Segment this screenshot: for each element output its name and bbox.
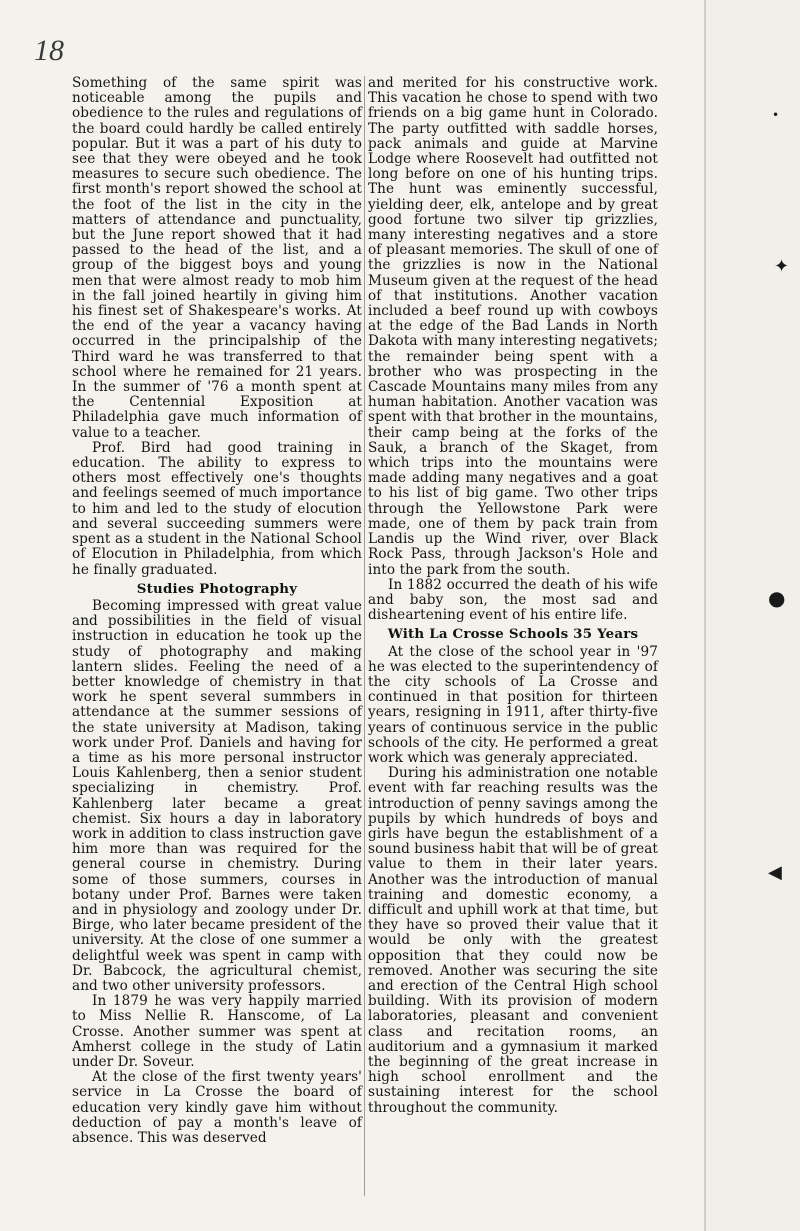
paragraph: In 1882 occurred the death of his wife and baby son, the most sad and disheartening event of his entire life. xyxy=(368,576,658,624)
paragraph: At the close of the school year in '97 he was elected to the superintendency of the city schools of La Crosse and continued in that position for thirteen years, resigning in 1911, after thirty-five years of continuous service in the public schools of the city. He performed a great work which was generaly appreciated. xyxy=(368,643,658,766)
margin-blot-icon: ● xyxy=(768,586,786,610)
page-number: 18 xyxy=(34,34,64,67)
right-margin xyxy=(706,0,800,1231)
left-column xyxy=(72,76,362,1146)
paragraph: and merited for his constructive work. This vacation he chose to spend with two friends on a big game hunt in Colorado. The party outfitted with saddle horses, pack animals and guide at Marvine Lodge where Roosevelt had outfitted not long before on one of his hunting trips. The hunt was eminently successful, yielding deer, elk, antelope and by great good fortune two silver tip grizzlies, many interesting negatives and a store of pleasant memories. The skull of one of the grizzlies is now in the National Museum given at the request of the head of that institutions. Another vacation included a beef round up with cowboys at the edge of the Bad Lands in North Dakota with many interesting negativets; the remainder being spent with a brother who was prospecting in the Cascade Mountains many miles from any human habitation. Another vacation was spent with that brother in the mountains, their camp being at the forks of the Sauk, a branch of the Skaget, from which trips into the mountains were made adding many negatives and a goat to his list of big game. Two other trips through the Yellowstone Park were made, one of them by pack train from Landis up the Wind river, over Black Rock Pass, through Jackson's Hole and into the park from the south. xyxy=(368,75,659,578)
page-edge xyxy=(704,0,706,1231)
margin-dot-icon: • xyxy=(772,108,780,122)
paragraph: Prof. Bird had good training in education. The ability to express to others most effectively one's thoughts and feelings seemed of much importance to him and led to the study of elocution and several succeeding summers were spent as a student in the National School of Elocution in Philadelphia, from which he finally graduated. xyxy=(72,439,362,578)
section-heading: With La Crosse Schools 35 Years xyxy=(387,626,639,643)
paragraph: Becoming impressed with great value and possibilities in the field of visual instruction in education he took up the study of photography and making lantern slides. Feeling the need of a better knowledge of chemistry in that work he spent several summbers in attendance at the summer sessions of the state university at Madison, taking work under Prof. Daniels and having for a time as his more personal instructor Louis Kahlenberg, then a senior student specializing in chemistry. Prof. Kahlenberg later became a great chemist. Six hours a day in laboratory work in addition to class instruction gave him more than was required for the general course in chemistry. During some of those summers, courses in botany under Prof. Barnes were taken and in physiology and zoology under Dr. Birge, who later became president of the university. At the close of one summer a delightful week was spent in camp with Dr. Babcock, the agricultural chemist, and two other university professors. xyxy=(72,597,362,994)
paragraph: In 1879 he was very happily married to Miss Nellie R. Hanscome, of La Crosse. Another summer was spent at Amherst college in the study of Latin under Dr. Soveur. xyxy=(72,993,362,1070)
right-column xyxy=(368,76,658,1116)
column-rule xyxy=(364,76,365,1196)
margin-blot-icon: ✦ xyxy=(774,256,790,277)
paragraph: During his administration one notable event with far reaching results was the introduction of penny savings among the pupils by which hundreds of boys and girls have begun the establishment of a sound business habit that will be of great value to them in their later years. Another was the introduction of manual training and domestic economy, a difficult and uphill work at that time, but they have so proved their value that it would be only with the greatest opposition that they could now be removed. Another was securing the site and erection of the Central High school building. With its provision of modern laboratories, pleasant and convenient class and recitation rooms, an auditorium and a gymnasium it marked the beginning of the great increase in high school enrollment and the sustaining interest for the school throughout the community. xyxy=(368,765,658,1116)
margin-arrow-icon: ◀ xyxy=(768,862,782,883)
paragraph: At the close of the first twenty years' service in La Crosse the board of education very kindly gave him without deduction of pay a month's leave of absence. This was deserved xyxy=(72,1069,362,1147)
paragraph: Something of the same spirit was noticeable among the pupils and obedience to the rules and regulations of the board could hardly be called entirely popular. But it was a part of his duty to see that they were obeyed and he took measures to secure such obedience. The first month's report showed the school at the foot of the list in the city in the matters of attendance and punctuality, but the June report showed that it had passed to the head of the list, and a group of the biggest boys and young men that were almost ready to mob him in the fall joined heartily in giving him his finest set of Shakespeare's works. At the end of the year a vacancy having occurred in the principalship of the Third ward he was transferred to that school where he remained for 21 years. In the summer of '76 a month spent at the Centennial Exposition at Philadelphia gave much information of value to a teacher. xyxy=(72,75,362,441)
section-heading: Studies Photography xyxy=(136,580,298,597)
